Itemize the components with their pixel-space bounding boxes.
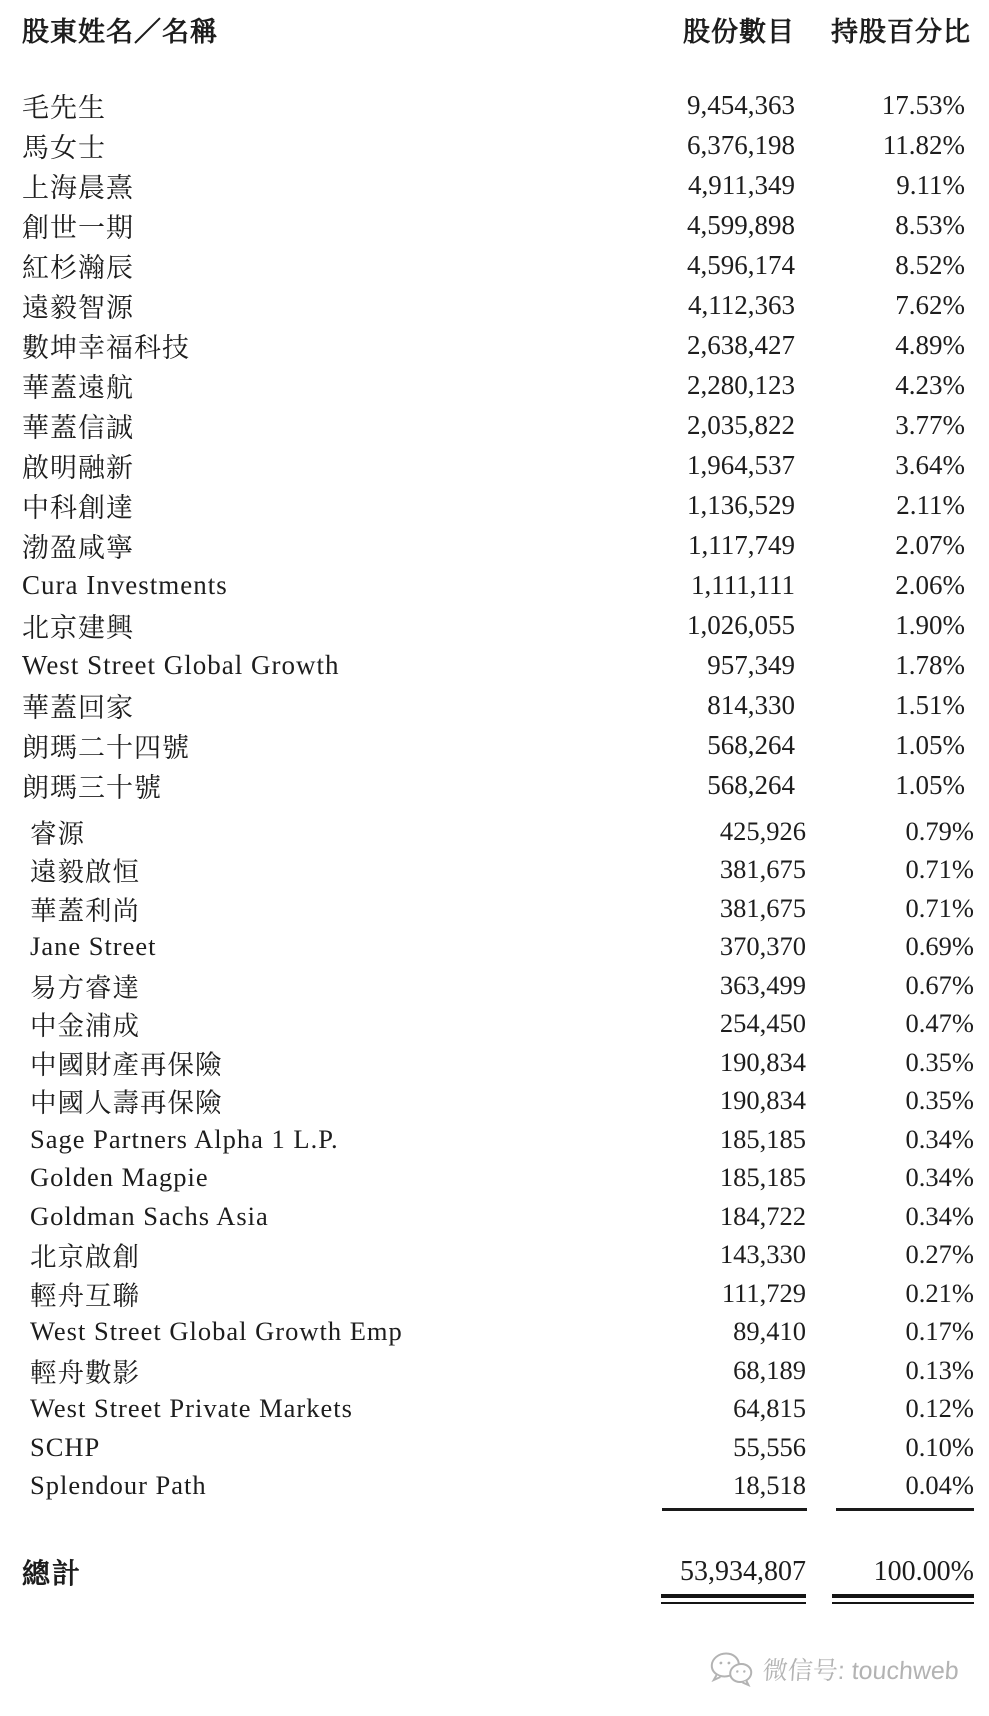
shareholder-section-2 [0,812,989,1505]
percent-value: 7.62% [895,289,965,320]
table-row [0,325,989,365]
shareholder-name: 啟明融新 [22,452,134,483]
shares-value: 4,112,363 [688,289,795,320]
rule-spacer [30,1508,662,1511]
percent-value: 0.34% [905,1200,974,1231]
shareholder-name: SCHP [30,1431,101,1462]
table-row [0,645,989,685]
shares-value: 2,280,123 [687,369,795,400]
percent-value: 0.12% [905,1393,974,1424]
shares-column-rule [662,1508,807,1511]
total-double-rule [0,1594,989,1604]
table-row [0,1428,989,1467]
shares-value: 4,596,174 [687,249,795,280]
shareholder-name: 數坤幸福科技 [22,332,190,363]
table-row [0,405,989,445]
shareholder-name: 創世一期 [22,212,134,243]
percent-value: 0.34% [905,1162,974,1193]
percent-value: 0.10% [905,1431,974,1462]
shareholder-name: 中科創達 [22,492,134,523]
shares-value: 1,117,749 [688,529,795,560]
shares-value: 1,964,537 [687,449,795,480]
table-header [0,0,989,47]
percent-value: 1.90% [895,609,965,640]
table-row [0,365,989,405]
shareholder-name: 毛先生 [22,92,106,123]
table-row [0,1005,989,1044]
table-row [0,85,989,125]
shareholder-name: 華蓋遠航 [22,372,134,403]
percent-value: 17.53% [881,89,965,120]
table-row [0,1197,989,1236]
header-percent: 持股百分比 [831,16,971,47]
percent-value: 1.05% [895,769,965,800]
total-shares-value: 53,934,807 [680,1556,806,1587]
percent-value: 0.79% [905,815,974,846]
percent-value: 0.13% [905,1354,974,1385]
shareholder-name: 華蓋利尚 [30,895,140,926]
shares-value: 18,518 [733,1470,806,1501]
subtotal-rule [0,1508,989,1511]
shareholder-name: West Street Global Growth [22,649,340,680]
shares-value: 68,189 [733,1354,806,1385]
percent-value: 0.17% [905,1316,974,1347]
percent-value: 1.78% [895,649,965,680]
percent-value: 0.71% [905,854,974,885]
shares-value: 363,499 [719,969,806,1000]
percent-value: 0.27% [905,1239,974,1270]
shares-value: 6,376,198 [687,129,795,160]
shares-value: 111,729 [721,1277,806,1308]
percent-value: 9.11% [896,169,965,200]
shares-value: 1,026,055 [687,609,795,640]
shares-value: 143,330 [719,1239,806,1270]
shareholder-name: Golden Magpie [30,1162,209,1193]
header-shares: 股份數目 [683,16,795,47]
table-row [0,1467,989,1506]
percent-value: 3.77% [895,409,965,440]
shareholder-name: 朗瑪二十四號 [22,732,190,763]
wechat-icon [707,1650,756,1688]
shares-total-double-rule [661,1594,806,1604]
shares-value: 9,454,363 [687,89,795,120]
shares-value: 1,136,529 [687,489,795,520]
shares-value: 185,185 [719,1162,806,1193]
table-row [0,245,989,285]
percent-value: 1.51% [895,689,965,720]
shareholder-name: 華蓋回家 [22,692,134,723]
shareholder-name: 睿源 [30,818,85,849]
shareholder-name: Cura Investments [22,569,228,600]
total-row [0,1552,989,1592]
shares-value: 381,675 [719,854,806,885]
shares-value: 64,815 [733,1393,806,1424]
table-row [0,485,989,525]
shares-value: 185,185 [719,1123,806,1154]
table-row [0,1043,989,1082]
shareholder-name: 易方睿達 [30,972,140,1003]
shares-value: 2,638,427 [687,329,795,360]
table-row [0,165,989,205]
percent-value: 0.21% [905,1277,974,1308]
percent-value: 1.05% [895,729,965,760]
shares-value: 184,722 [719,1200,806,1231]
rule-spacer [30,1594,661,1604]
shareholder-name: 北京啟創 [30,1242,140,1273]
shareholder-name: 馬女士 [22,132,106,163]
shares-value: 190,834 [719,1085,806,1116]
percent-value: 4.89% [895,329,965,360]
percent-value: 4.23% [895,369,965,400]
table-row [0,525,989,565]
percent-value: 0.71% [905,892,974,923]
shareholder-name: 遠毅啟恒 [30,857,140,888]
shareholder-name: Goldman Sachs Asia [30,1200,269,1231]
shareholder-name: Jane Street [30,931,157,962]
table-row [0,685,989,725]
table-row [0,565,989,605]
shares-value: 254,450 [719,1008,806,1039]
shares-value: 381,675 [719,892,806,923]
table-row [0,1351,989,1390]
shareholder-name: 渤盈咸寧 [22,532,134,563]
shareholder-name: 輕舟數影 [30,1357,140,1388]
shares-value: 425,926 [719,815,806,846]
shares-value: 370,370 [719,931,806,962]
percent-total-double-rule [832,1594,974,1604]
shares-value: 568,264 [707,769,795,800]
shareholder-name: 上海晨熹 [22,172,134,203]
percent-value: 8.53% [895,209,965,240]
percent-value: 0.04% [905,1470,974,1501]
table-row [0,851,989,890]
percent-value: 2.07% [895,529,965,560]
table-row [0,1274,989,1313]
percent-value: 0.69% [905,931,974,962]
percent-value: 8.52% [895,249,965,280]
shareholder-name: 華蓋信誠 [22,412,134,443]
shareholder-name: 中國財產再保險 [30,1049,223,1080]
table-row [0,285,989,325]
table-row [0,928,989,967]
table-row [0,445,989,485]
percent-value: 3.64% [895,449,965,480]
shareholder-name: West Street Global Growth Emp [30,1316,403,1347]
table-row [0,205,989,245]
percent-value: 0.35% [905,1046,974,1077]
shareholder-name: 紅杉瀚辰 [22,252,134,283]
header-shareholder-name: 股東姓名／名稱 [22,16,218,47]
shareholder-name: West Street Private Markets [30,1393,353,1424]
shares-value: 89,410 [733,1316,806,1347]
table-row [0,966,989,1005]
table-row [0,725,989,765]
table-row [0,1390,989,1429]
table-row [0,765,989,805]
shares-value: 1,111,111 [691,569,795,600]
shareholder-section-1 [0,85,989,805]
table-row [0,605,989,645]
shareholder-name: 中金浦成 [30,1011,140,1042]
shares-value: 814,330 [707,689,795,720]
shareholder-name: Splendour Path [30,1470,207,1501]
wechat-watermark [707,1650,961,1688]
rule-gap [807,1508,836,1511]
shareholder-name: 朗瑪三十號 [22,772,162,803]
shares-value: 55,556 [733,1431,806,1462]
percent-value: 0.35% [905,1085,974,1116]
total-label: 總計 [22,1559,83,1590]
table-row [0,125,989,165]
table-row [0,1313,989,1352]
percent-value: 0.67% [905,969,974,1000]
shares-value: 4,911,349 [688,169,795,200]
table-row [0,1236,989,1275]
table-row [0,1082,989,1121]
table-row [0,1120,989,1159]
rule-gap [806,1594,832,1604]
shares-value: 957,349 [707,649,795,680]
shareholder-name: Sage Partners Alpha 1 L.P. [30,1123,339,1154]
shareholder-name: 中國人壽再保險 [30,1088,223,1119]
watermark-label: 微信号: touchweb [761,1657,960,1685]
percent-value: 0.34% [905,1123,974,1154]
shares-value: 2,035,822 [687,409,795,440]
percent-value: 11.82% [882,129,965,160]
percent-value: 2.06% [895,569,965,600]
shares-value: 190,834 [719,1046,806,1077]
shares-value: 568,264 [707,729,795,760]
table-row [0,1159,989,1198]
percent-value: 0.47% [905,1008,974,1039]
table-row [0,812,989,851]
shareholder-name: 遠毅智源 [22,292,134,323]
table-row [0,889,989,928]
total-percent-value: 100.00% [873,1556,974,1587]
shares-value: 4,599,898 [687,209,795,240]
percent-value: 2.11% [896,489,965,520]
shareholder-name: 北京建興 [22,612,134,643]
percent-column-rule [836,1508,974,1511]
shareholder-name: 輕舟互聯 [30,1280,140,1311]
